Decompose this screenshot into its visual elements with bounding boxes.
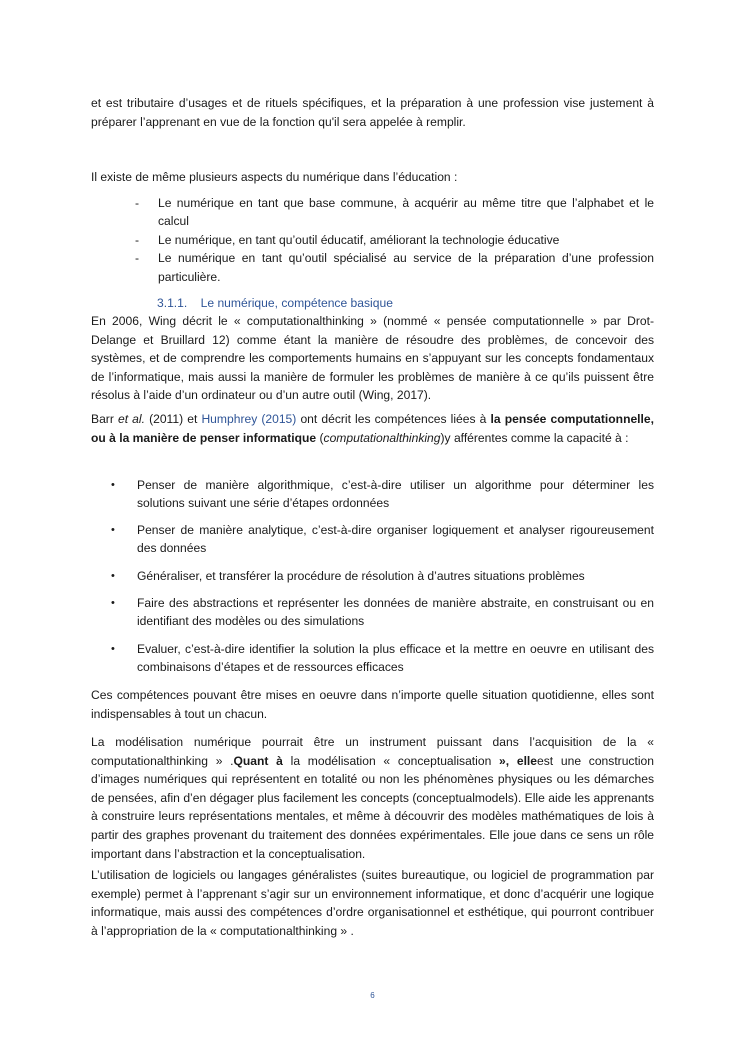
paragraph-wing: En 2006, Wing décrit le « computationalthinking » (nommé « pensée computationnelle » par Drot-Delange et Bruillard 12) comme étant la manière de résoudre des problèmes, de concevoir des systèmes, et de comprendre les comportements humains en s’appuyant sur les concepts fondamentaux de l’informatique, mais aussi la manière de formuler les problèmes de manière à ce qu’ils puissent être résolus à l’aide d’un ordinateur ou d’un autre outil (Wing, 2017). [91,314,654,403]
paragraph-competences: Ces compétences pouvant être mises en oeuvre dans n’importe quelle situation quotidienne, elles sont indispensables à tout un chacun. [91,688,654,721]
paragraph-barr: Barr et al. (2011) et Humphrey (2015) ont décrit les compétences liées à la pensée computationnelle, ou à la manière de penser informatique (computationalthinking)y afférentes comme la capacité à : [91,412,654,445]
bullet-mark: • [111,597,115,609]
dash-list [135,194,654,286]
dash-mark: - [135,196,140,210]
dash-mark: - [135,232,140,247]
bullet-mark: • [111,570,115,582]
dash-list-item: - Le numérique en tant qu’outil spécialisé au service de la préparation d’une profession particulière. [135,251,654,284]
paragraph-aspects-intro: Il existe de même plusieurs aspects du numérique dans l’éducation : [91,170,458,184]
bullet-list-item: • Penser de manière analytique, c’est-à-dire organiser logiquement et analyser rigoureusement des données [111,523,654,556]
bullet-list-item: • Généraliser, et transférer la procédure de résolution à d’autres situations problèmes [111,567,654,585]
paragraph-intro-continuation: et est tributaire d’usages et de rituels spécifiques, et la préparation à une profession vise justement à préparer l’apprenant en vue de la fonction qu'il sera appelée à remplir. [91,96,654,129]
bullet-mark: • [111,524,115,536]
section-title: Le numérique, compétence basique [200,296,393,310]
bullet-list-item: • Penser de manière algorithmique, c’est-à-dire utiliser un algorithme pour déterminer les solutions suivant une série d’étapes ordonnées [111,478,654,511]
paragraph-logiciels: L’utilisation de logiciels ou langages généralistes (suites bureautique, ou logiciel de programmation par exemple) permet à l’apprenant s’agir sur un environnement informatique, et donc d’acquérir une logique informatique, mais aussi des compétences d’ordre organisationnel et esthétique, qui pourront contribuer à l’appropriation de la « computationalthinking » . [91,868,654,938]
citation-link[interactable]: Humphrey (2015) [201,412,297,426]
dash-list-item: - Le numérique, en tant qu’outil éducatif, améliorant la technologie éducative [135,231,654,249]
bullet-list-item: • Faire des abstractions et représenter les données de manière abstraite, en construisant ou en identifiant des modèles ou des simulations [111,596,654,629]
dash-list-item: - Le numérique en tant que base commune, à acquérir au même titre que l’alphabet et le calcul [135,196,654,229]
section-number: 3.1.1. [157,296,188,310]
bullet-mark: • [111,479,115,491]
bullet-list-item: • Evaluer, c’est-à-dire identifier la solution la plus efficace et la mettre en oeuvre en utilisant des combinaisons d’étapes et de ressources efficaces [111,642,654,675]
section-heading [157,294,393,312]
paragraph-modelisation: La modélisation numérique pourrait être un instrument puissant dans l’acquisition de la « computationalthinking » .Quant à la modélisation « conceptualisation », elleest une construction d’images numériques qui représentent en totalité ou non les phénomènes physiques ou les démarches de pensées, afin d’en dégager plus facilement les concepts (conceptualmodels). Elle aide les apprenants à construire leurs représentations mentales, et même à découvrir des modèles mathématiques de lois à partir des graphes provenant du traitement des données expérimentales. Elle joue dans ce sens un rôle important dans l’abstraction et la conceptualisation. [91,735,654,861]
page-number: 6 [370,991,375,1000]
bullet-mark: • [111,643,115,655]
dash-mark: - [135,251,140,266]
